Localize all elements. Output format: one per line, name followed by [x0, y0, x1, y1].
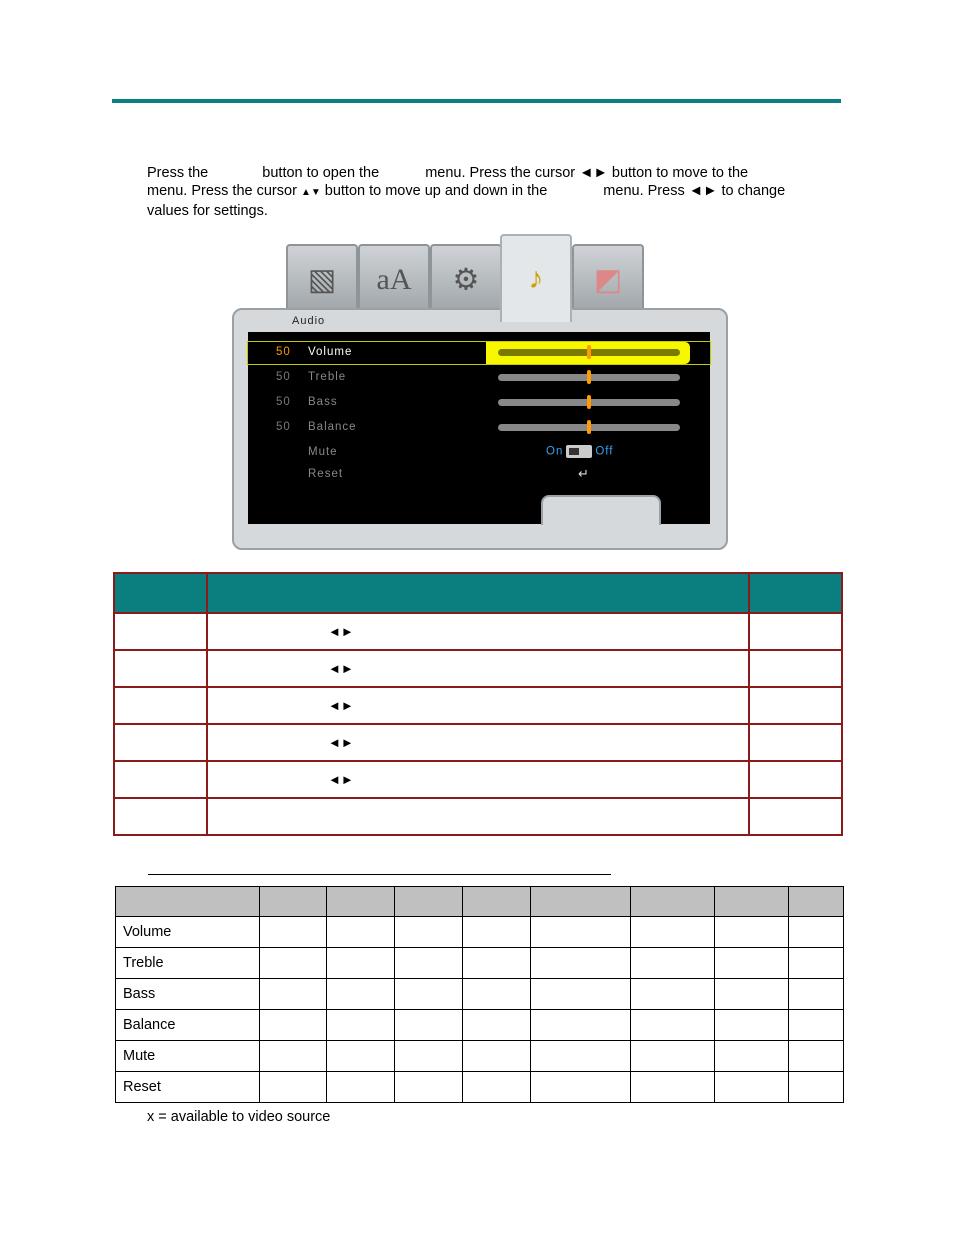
left-right-arrows-icon: ◄►	[207, 687, 749, 724]
table-row: Treble	[116, 948, 844, 979]
left-right-arrows-icon: ◄►	[207, 650, 749, 687]
enter-icon: ↵	[578, 466, 590, 481]
row-bass[interactable]	[248, 392, 710, 414]
table-row	[114, 650, 842, 687]
header-rule	[112, 99, 841, 103]
balance-value: 50	[276, 421, 291, 433]
volume-value: 50	[276, 346, 291, 358]
settings-icon: ⚙	[452, 263, 480, 297]
treble-label: Treble	[308, 371, 347, 383]
bass-label: Bass	[308, 396, 338, 408]
treble-slider[interactable]	[498, 374, 680, 381]
tab-settings[interactable]	[430, 244, 502, 314]
menu-frame	[232, 308, 728, 550]
mute-toggle[interactable]: On Off	[546, 445, 614, 458]
table-row	[114, 724, 842, 761]
left-right-arrows-icon: ◄►	[688, 183, 718, 199]
audio-osd-menu	[232, 232, 728, 552]
row-treble[interactable]	[248, 367, 710, 389]
intro-paragraph: Press the button to open the menu. Press the cursor ◄► button to move to the menu. Press the cursor ▲▼ button to move up and down in the menu. Press ◄► to change values for settings.	[147, 165, 786, 219]
windows-icon: ◩	[593, 263, 623, 297]
table-row: Volume	[116, 917, 844, 948]
audio-icon: ♪	[528, 262, 544, 295]
table-row	[114, 798, 842, 835]
row-volume[interactable]	[248, 342, 710, 364]
up-down-arrows-icon: ▲▼	[300, 187, 321, 198]
image-icon: ▧	[307, 263, 337, 297]
table-row: Balance	[116, 1010, 844, 1041]
left-right-arrows-icon: ◄►	[207, 724, 749, 761]
balance-label: Balance	[308, 421, 357, 433]
bass-value: 50	[276, 396, 291, 408]
table-row: Reset	[116, 1072, 844, 1103]
audio-settings-table	[113, 572, 843, 836]
menu-bottom-tab	[541, 495, 661, 525]
balance-slider[interactable]	[498, 424, 680, 431]
tab-windows[interactable]	[572, 244, 644, 314]
row-balance[interactable]	[248, 417, 710, 439]
text-size-icon: aA	[376, 263, 412, 296]
tab-audio[interactable]	[500, 234, 572, 322]
footnote: x = available to video source	[147, 1109, 331, 1125]
row-reset[interactable]	[248, 464, 710, 486]
table-row	[114, 613, 842, 650]
table-row	[114, 761, 842, 798]
table-row: Mute	[116, 1041, 844, 1072]
reset-label: Reset	[308, 468, 344, 480]
treble-value: 50	[276, 371, 291, 383]
section-underline	[148, 874, 611, 875]
volume-slider[interactable]	[498, 349, 680, 356]
mute-label: Mute	[308, 446, 338, 458]
bass-slider[interactable]	[498, 399, 680, 406]
left-right-arrows-icon: ◄►	[207, 761, 749, 798]
volume-label: Volume	[308, 346, 353, 358]
row-mute[interactable]	[248, 442, 710, 464]
tab-text[interactable]	[358, 244, 430, 314]
table-row: Bass	[116, 979, 844, 1010]
menu-title: Audio	[292, 315, 326, 327]
tab-image[interactable]	[286, 244, 358, 314]
left-right-arrows-icon: ◄►	[579, 165, 608, 181]
left-right-arrows-icon: ◄►	[207, 613, 749, 650]
source-availability-table	[115, 886, 844, 1103]
table-row	[114, 687, 842, 724]
